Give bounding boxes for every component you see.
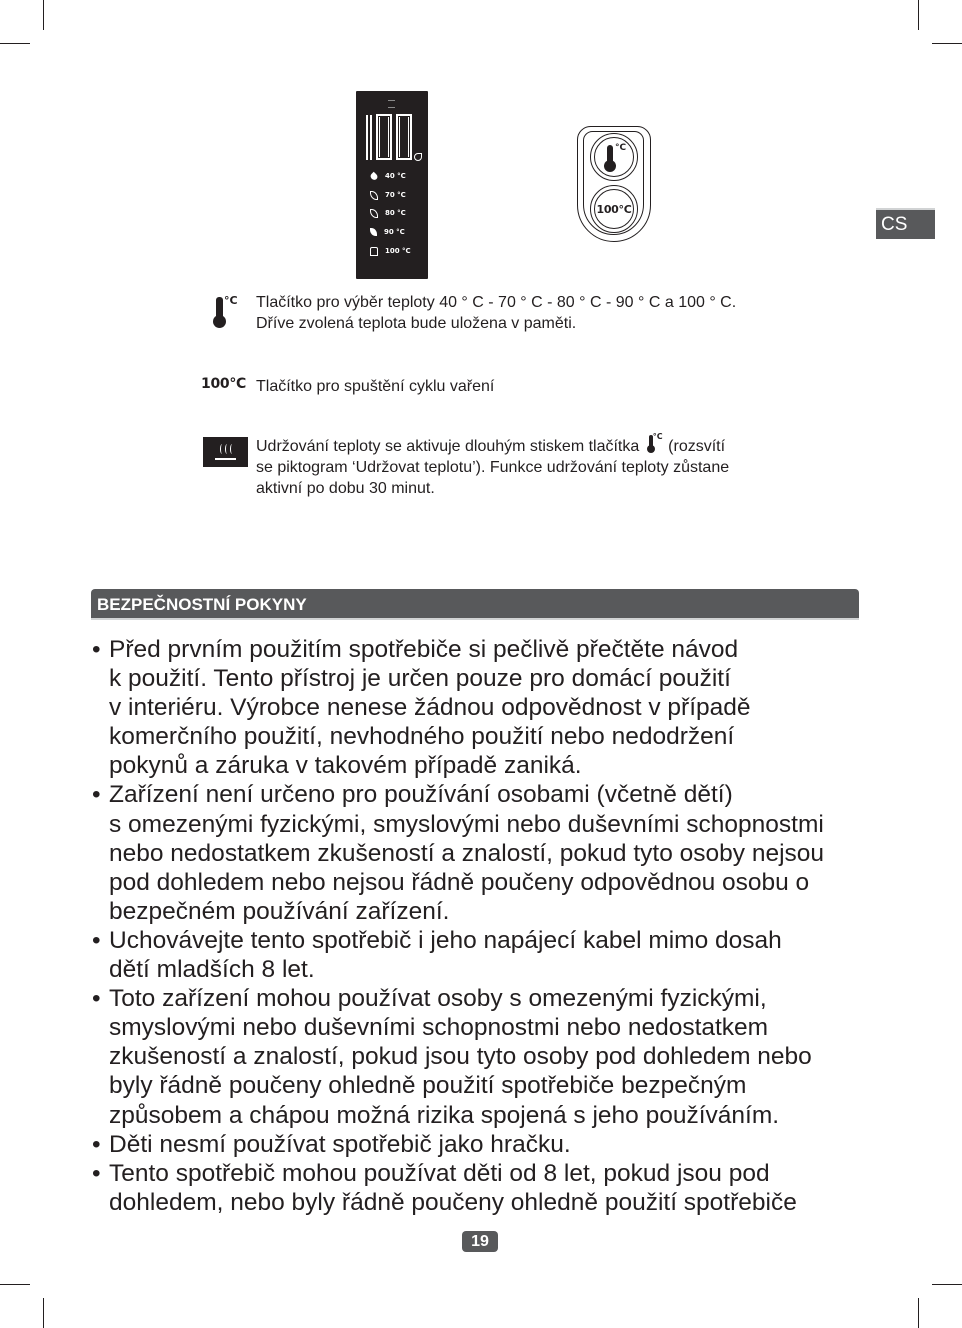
- kettle-display: [356, 91, 428, 279]
- language-tab: CS: [876, 208, 935, 239]
- temp-select-description: [256, 292, 736, 334]
- safety-instructions-list: [92, 635, 862, 1217]
- list-item-text: Před prvním použitím spotřebiče si pečlivě přečtěte návod k použití. Tento přístroj je určen pouze pro domácí použití v interiéru. Výrobce nenese žádnou odpovědnost v případě komerčního použití, nevhodného použití nebo nedodržení pokynů a záruka v takovém případě zaniká.: [109, 636, 751, 780]
- temp-label: 80 °C: [385, 209, 406, 217]
- temp-label: 100 °C: [385, 247, 411, 255]
- description-text: Udržování teploty se aktivuje dlouhým stiskem tlačítka: [256, 438, 640, 455]
- description-line: aktivní po dobu 30 minut.: [256, 480, 435, 497]
- leaf-outline-icon: [370, 209, 378, 218]
- keep-warm-description: [256, 434, 729, 499]
- temp-row-40: [370, 169, 426, 183]
- crop-mark: [932, 1284, 962, 1285]
- section-header: [91, 589, 859, 620]
- list-item: [92, 780, 862, 925]
- control-panel: [577, 126, 651, 242]
- temp-row-70: [370, 188, 426, 202]
- leaf-filled-icon: [370, 228, 377, 236]
- bullet-icon: •: [92, 926, 101, 954]
- degree-label: °C: [224, 294, 238, 307]
- boil-button[interactable]: [590, 185, 638, 233]
- crop-mark: [43, 0, 44, 30]
- bullet-icon: •: [92, 985, 101, 1013]
- thermometer-icon: [644, 434, 664, 454]
- degree-label: °C: [615, 143, 627, 153]
- crop-mark: [918, 1298, 919, 1328]
- temp-row-90: [370, 225, 426, 239]
- crop-mark: [0, 1284, 30, 1285]
- crop-mark: [43, 1298, 44, 1328]
- boil-button-label: 100°C: [596, 202, 632, 216]
- thermometer-icon: [210, 294, 242, 330]
- bullet-icon: •: [92, 1159, 101, 1187]
- crop-mark: [932, 43, 962, 44]
- leaf-outline-icon: [370, 191, 378, 200]
- list-item-text: Uchovávejte tento spotřebič i jeho napájecí kabel mimo dosah dětí mladších 8 let.: [109, 926, 782, 984]
- crop-mark: [918, 0, 919, 30]
- list-item: [92, 635, 862, 780]
- crop-mark: [0, 43, 30, 44]
- bullet-icon: •: [92, 781, 101, 809]
- list-item: [92, 1130, 862, 1159]
- section-title: BEZPEČNOSTNÍ POKYNY: [97, 595, 307, 614]
- list-item: [92, 1159, 862, 1217]
- display-indicator-icon: [388, 100, 395, 108]
- keep-warm-icon: [203, 437, 248, 467]
- boil-description: Tlačítko pro spuštění cyklu vaření: [256, 378, 495, 395]
- bullet-icon: •: [92, 636, 101, 663]
- drop-icon: [369, 171, 379, 181]
- thermometer-icon: [601, 142, 627, 172]
- description-line: [256, 434, 729, 457]
- boil-icon-label: 100°C: [201, 376, 246, 392]
- description-text: (rozsvítí: [663, 438, 726, 455]
- list-item-text: Zařízení není určeno pro používání osobami (včetně dětí) s omezenými fyzickými, smyslovými nebo duševními schopnostmi nebo nedostatkem zkušeností a znalostí, pokud tyto osoby nejsou pod dohledem nebo nejsou řádně poučeny odpovědnou osobu o bezpečném používání zařízení.: [109, 781, 825, 925]
- temperature-select-button[interactable]: [590, 133, 638, 181]
- temp-label: 70 °C: [385, 191, 406, 199]
- temp-row-80: [370, 206, 426, 220]
- temp-row-100: [370, 244, 426, 258]
- display-unit-icon: [414, 153, 422, 161]
- list-item: [92, 984, 862, 1129]
- description-line: se piktogram ‘Udržovat teplotu’). Funkce udržování teploty zůstane: [256, 459, 730, 476]
- list-item-text: Tento spotřebič mohou používat děti od 8 let, pokud jsou pod dohledem, nebo byly řádně poučeny ohledně použití spotřebiče: [109, 1159, 797, 1216]
- bullet-icon: •: [92, 1130, 101, 1158]
- description-line: Tlačítko pro výběr teploty 40 ° C - 70 ° C - 80 ° C - 90 ° C a 100 ° C.: [256, 294, 737, 311]
- temp-label: 40 °C: [385, 172, 406, 180]
- kettle-icon: [370, 247, 378, 256]
- list-item-text: Děti nesmí používat spotřebič jako hračku.: [109, 1130, 571, 1158]
- degree-label: °C: [652, 432, 663, 441]
- page-number: 19: [462, 1231, 498, 1252]
- temp-label: 90 °C: [384, 228, 405, 236]
- description-line: Dříve zvolená teplota bude uložena v paměti.: [256, 315, 577, 332]
- list-item: [92, 926, 862, 984]
- list-item-text: Toto zařízení mohou používat osoby s omezenými fyzickými, smyslovými nebo duševními schopnostmi nebo nedostatkem zkušeností a znalostí, pokud jsou tyto osoby pod dohledem nebo byly řádně poučeny ohledně použití spotřebiče bezpečným způsobem a chápou možná rizika spojená s jeho používáním.: [109, 985, 812, 1129]
